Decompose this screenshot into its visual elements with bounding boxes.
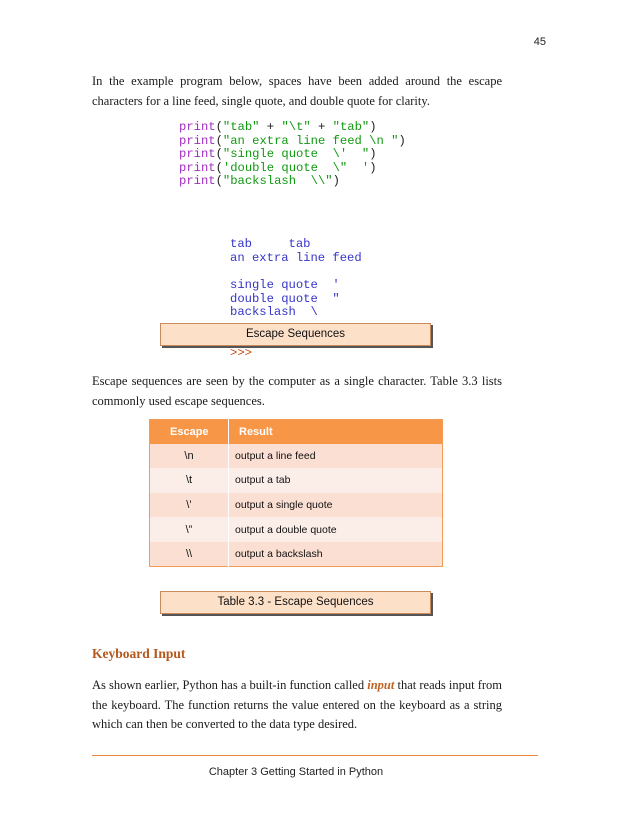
code-line bbox=[179, 162, 406, 176]
code-token: + bbox=[259, 120, 282, 134]
escape-cell: \n bbox=[150, 444, 229, 469]
code-token: + bbox=[310, 120, 333, 134]
code-token: ( bbox=[215, 174, 223, 189]
result-cell: output a tab bbox=[229, 468, 443, 493]
input-keyword: input bbox=[367, 678, 395, 692]
escape-cell: \\ bbox=[150, 542, 229, 567]
code-token: print bbox=[179, 160, 216, 175]
code-token: "single quote \' " bbox=[222, 147, 370, 162]
code-line bbox=[179, 148, 406, 162]
python-prompt: >>> bbox=[230, 345, 252, 360]
code-token: 'double quote \" ' bbox=[222, 160, 370, 175]
paragraph-text-after: that reads input from the keyboard. The function returns the value entered on the keyboard as a string which can then be converted to the data type desired. bbox=[92, 678, 502, 731]
table-row bbox=[150, 542, 443, 567]
result-cell: output a double quote bbox=[229, 517, 443, 542]
section-heading: Keyboard Input bbox=[92, 646, 186, 661]
output-line: backslash \ bbox=[230, 305, 318, 320]
intro-paragraph: In the example program below, spaces have been added around the escape characters for a line feed, single quote, and double quote for clarity. bbox=[92, 74, 502, 108]
code-token: print bbox=[179, 174, 216, 189]
paragraph-text-before: As shown earlier, Python has a built-in function called bbox=[92, 678, 368, 692]
output-line bbox=[230, 265, 362, 279]
code-token: ) bbox=[369, 160, 377, 175]
code-token: ) bbox=[369, 120, 377, 134]
output-line: an extra line feed bbox=[230, 250, 362, 265]
result-cell: output a line feed bbox=[229, 444, 443, 469]
code-line bbox=[179, 135, 406, 149]
code-token: "an extra line feed \n " bbox=[222, 133, 399, 148]
output-line: single quote ' bbox=[230, 277, 340, 292]
program-output bbox=[230, 211, 362, 374]
escape-cell: \t bbox=[150, 468, 229, 493]
escape-cell: \” bbox=[150, 517, 229, 542]
column-header-escape: Escape bbox=[150, 420, 229, 444]
table-caption: Table 3.3 - Escape Sequences bbox=[160, 591, 431, 614]
table-row bbox=[150, 493, 443, 518]
code-token: "tab" bbox=[222, 120, 260, 134]
escape-intro-paragraph: Escape sequences are seen by the computer as a single character. Table 3.3 lists commonly used escape sequences. bbox=[92, 374, 502, 408]
figure-caption: Escape Sequences bbox=[160, 323, 431, 346]
table-header-row bbox=[150, 420, 443, 444]
code-token: ( bbox=[215, 160, 223, 175]
code-token: "tab" bbox=[332, 120, 370, 134]
code-token: ( bbox=[215, 120, 223, 134]
code-token: ( bbox=[215, 133, 223, 148]
code-token: ) bbox=[369, 147, 377, 162]
output-line: tab tab bbox=[230, 237, 311, 252]
column-header-result: Result bbox=[229, 420, 443, 444]
code-line bbox=[179, 121, 406, 135]
code-token: print bbox=[179, 147, 216, 162]
code-token: ) bbox=[398, 133, 406, 148]
escape-cell: \’ bbox=[150, 493, 229, 518]
result-cell: output a backslash bbox=[229, 542, 443, 567]
code-token: ) bbox=[332, 174, 340, 189]
code-token: "backslash \\" bbox=[222, 174, 333, 189]
code-token: print bbox=[179, 133, 216, 148]
table-row bbox=[150, 468, 443, 493]
footer-divider bbox=[92, 755, 538, 756]
table-row bbox=[150, 444, 443, 469]
code-token: "\t" bbox=[281, 120, 311, 134]
result-cell: output a single quote bbox=[229, 493, 443, 518]
code-line bbox=[179, 175, 406, 189]
page-footer bbox=[0, 766, 630, 778]
code-token: ( bbox=[215, 147, 223, 162]
code-token: print bbox=[179, 120, 216, 134]
keyboard-input-paragraph bbox=[92, 676, 502, 735]
footer-text: Chapter 3 Getting Started in Python bbox=[208, 766, 384, 778]
escape-sequence-table bbox=[149, 419, 443, 567]
page-number: 45 bbox=[533, 36, 546, 48]
table-row bbox=[150, 517, 443, 542]
output-line: double quote " bbox=[230, 291, 340, 306]
code-listing bbox=[179, 121, 406, 189]
